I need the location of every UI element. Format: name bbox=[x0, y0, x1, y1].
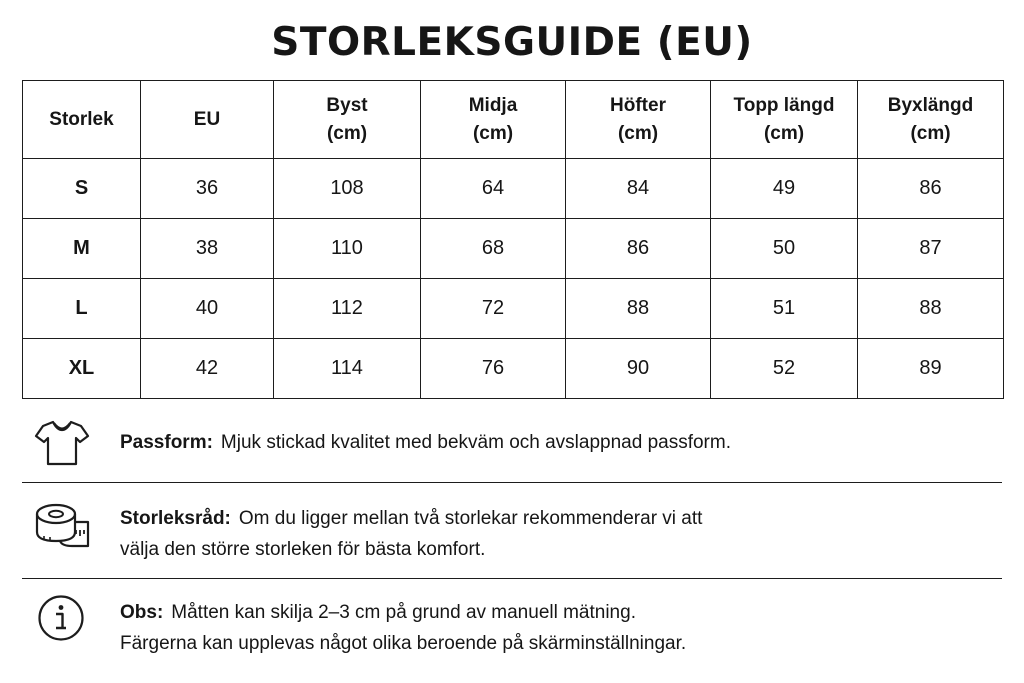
obs-note bbox=[120, 597, 1000, 659]
bust-cell: 114 bbox=[274, 339, 421, 399]
waist-cell: 76 bbox=[421, 339, 566, 399]
size-advice-note bbox=[120, 503, 1000, 565]
fit-note bbox=[120, 427, 1000, 458]
table-row bbox=[23, 159, 1004, 219]
divider bbox=[22, 482, 1002, 483]
column-header-eu: EU bbox=[141, 81, 274, 159]
size-cell: M bbox=[23, 219, 141, 279]
eu-cell: 38 bbox=[141, 219, 274, 279]
table-row bbox=[23, 219, 1004, 279]
pants-length-cell: 87 bbox=[858, 219, 1004, 279]
top-length-cell: 50 bbox=[711, 219, 858, 279]
column-header-hips: Höfter (cm) bbox=[566, 81, 711, 159]
fit-label: Passform: bbox=[120, 432, 213, 453]
size-advice-text-2: välja den större storleken för bästa komfort. bbox=[120, 539, 486, 560]
pants-length-cell: 88 bbox=[858, 279, 1004, 339]
hips-cell: 88 bbox=[566, 279, 711, 339]
bust-cell: 112 bbox=[274, 279, 421, 339]
size-cell: L bbox=[23, 279, 141, 339]
hips-cell: 86 bbox=[566, 219, 711, 279]
measuring-tape-icon bbox=[32, 500, 92, 552]
obs-label: Obs: bbox=[120, 602, 164, 623]
fit-text: Mjuk stickad kvalitet med bekväm och avslappnad passform. bbox=[220, 432, 731, 453]
top-length-cell: 49 bbox=[711, 159, 858, 219]
divider bbox=[22, 578, 1002, 579]
hips-cell: 84 bbox=[566, 159, 711, 219]
hips-cell: 90 bbox=[566, 339, 711, 399]
eu-cell: 36 bbox=[141, 159, 274, 219]
bust-cell: 110 bbox=[274, 219, 421, 279]
size-table bbox=[22, 80, 1004, 399]
size-advice-text-1: Om du ligger mellan två storlekar rekommenderar vi att bbox=[238, 508, 703, 529]
table-row bbox=[23, 339, 1004, 399]
waist-cell: 68 bbox=[421, 219, 566, 279]
top-length-cell: 52 bbox=[711, 339, 858, 399]
waist-cell: 64 bbox=[421, 159, 566, 219]
pants-length-cell: 89 bbox=[858, 339, 1004, 399]
column-header-waist: Midja (cm) bbox=[421, 81, 566, 159]
size-advice-label: Storleksråd: bbox=[120, 508, 231, 529]
eu-cell: 42 bbox=[141, 339, 274, 399]
page-title: STORLEKSGUIDE (EU) bbox=[271, 20, 753, 65]
pants-length-cell: 86 bbox=[858, 159, 1004, 219]
eu-cell: 40 bbox=[141, 279, 274, 339]
info-icon bbox=[37, 594, 85, 642]
column-header-size: Storlek bbox=[23, 81, 141, 159]
size-cell: XL bbox=[23, 339, 141, 399]
column-header-bust: Byst (cm) bbox=[274, 81, 421, 159]
size-cell: S bbox=[23, 159, 141, 219]
table-header-row bbox=[23, 81, 1004, 159]
t-shirt-icon bbox=[33, 418, 91, 468]
column-header-pants-length: Byxlängd (cm) bbox=[858, 81, 1004, 159]
waist-cell: 72 bbox=[421, 279, 566, 339]
obs-text-1: Måtten kan skilja 2–3 cm på grund av manuell mätning. bbox=[171, 602, 636, 623]
obs-text-2: Färgerna kan upplevas något olika beroende på skärminställningar. bbox=[120, 633, 687, 654]
bust-cell: 108 bbox=[274, 159, 421, 219]
top-length-cell: 51 bbox=[711, 279, 858, 339]
table-row bbox=[23, 279, 1004, 339]
column-header-top-length: Topp längd (cm) bbox=[711, 81, 858, 159]
